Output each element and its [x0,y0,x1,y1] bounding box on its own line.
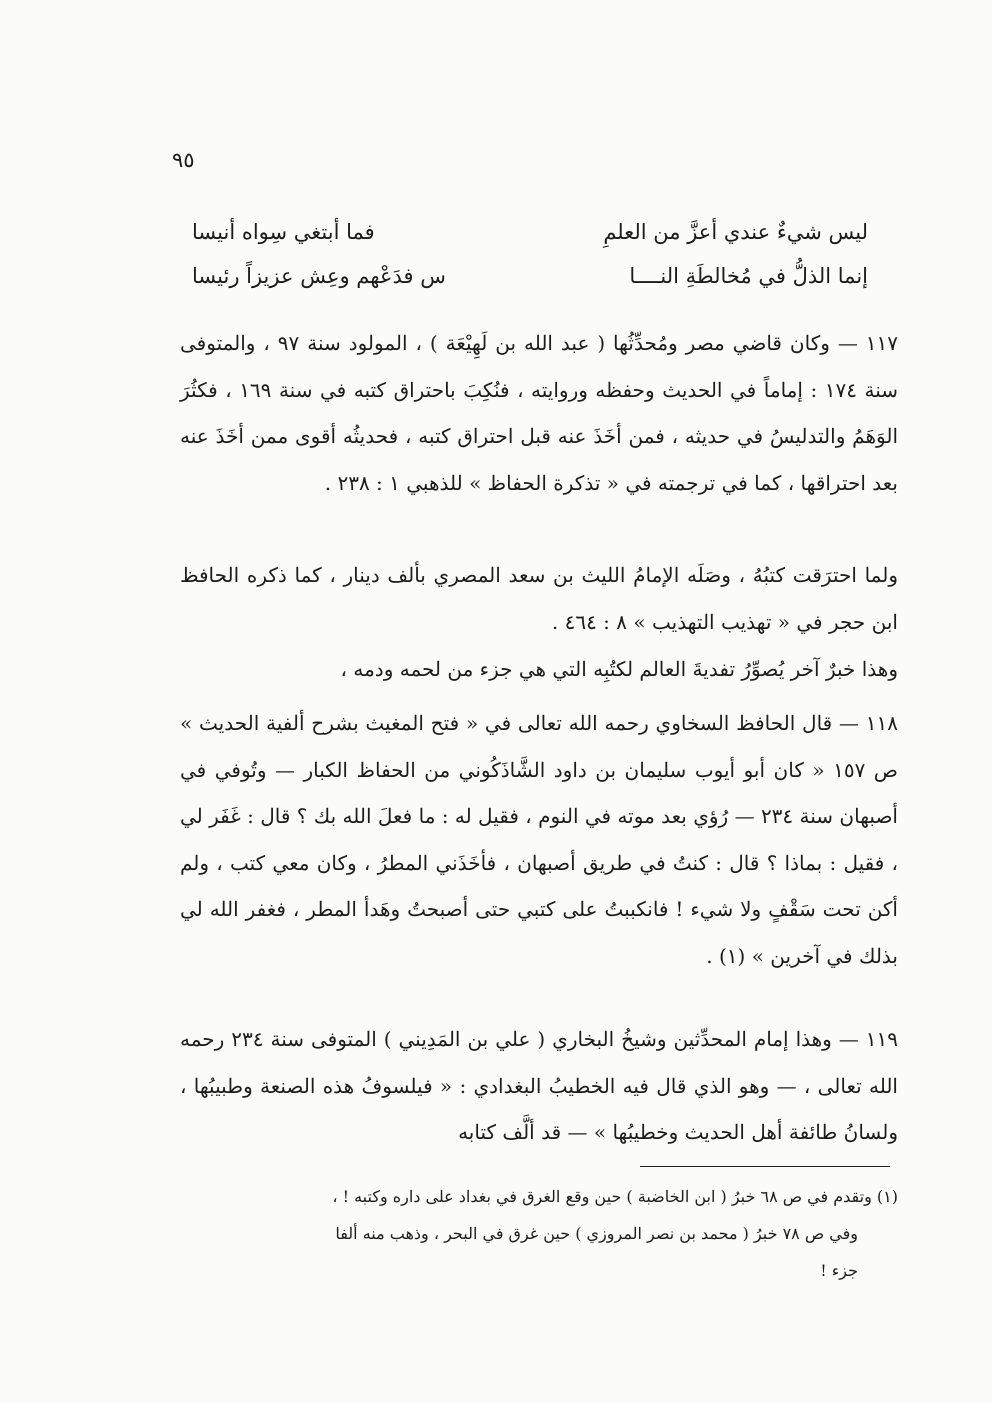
footnote-divider [640,1166,890,1167]
verse-hemistich-second: س فدَعْهم وعِش عزيزاً رئيسا [192,264,446,288]
footnotes [200,1178,898,1289]
verse [192,210,868,254]
paragraph-another-story: وهذا خبرٌ آخر يُصوِّرُ تفديةَ العالم لكتُبِه التي هي جزء من لحمه ودمه ، [340,657,898,681]
page-number: ٩٥ [172,148,195,172]
footnote-line: (١) وتقدم في ص ٦٨ خبرُ ( ابن الخاضبة ) حين وقع الغرق في بغداد على داره وكتبه ! ، [332,1187,898,1206]
footnote-line: جزء ! [820,1261,858,1280]
footnote-line: وفي ص ٧٨ خبرُ ( محمد بن نصر المروزي ) حين غرق في البحر ، وذهب منه ألفا [335,1224,858,1243]
paragraph-117: ١١٧ — وكان قاضي مصر ومُحدِّثُها ( عبد الله بن لَهِيْعَة ) ، المولود سنة ٩٧ ، والمتوفى سنة ١٧٤ : إماماً في الحديث وحفظه وروايته ، فنُكِبَ باحتراق كتبه في سنة ١٦٩ ، فكثُرَ الوَهَمُ والتدليسُ في حديثه ، فمن أخَذَ عنه قبل احتراق كتبه ، فحديثُه أقوى ممن أخَذَ عنه بعد احتراقها ، كما في ترجمته في « تذكرة الحفاظ » للذهبي ١ : ٢٣٨ . [180,331,898,495]
verse-hemistich-first: ليس شيءٌ عندي أعزَّ من العلمِ [603,220,868,244]
verse-hemistich-second: فما أبتغي سِواه أنيسا [192,220,375,244]
verse-hemistich-first: إنما الذلُّ في مُخالطَةِ النــــا [629,264,868,288]
paragraph-119: ١١٩ — وهذا إمام المحدِّثين وشيخُ البخاري ( علي بن المَدِيني ) المتوفى سنة ٢٣٤ رحمه الله تعالى ، — وهو الذي قال فيه الخطيبُ البغدادي : « فيلسوفُ هذه الصنعة وطبيبُها ، ولسانُ طائفة أهل الحديث وخطيبُها » — قد ألَّف كتابه [180,1027,899,1144]
poem [192,210,868,298]
paragraph-118: ١١٨ — قال الحافظ السخاوي رحمه الله تعالى في « فتح المغيث بشرح ألفية الحديث » ص ١٥٧ « كان أبو أيوب سليمان بن داود الشَّاذَكُوني من الحفاظ الكبار — وتُوفي في أصبهان سنة ٢٣٤ — رُؤي بعد موته في النوم ، فقيل له : ما فعلَ الله بك ؟ قال : غَفَر لي ، فقيل : بماذا ؟ قال : كنتُ في طريق أصبهان ، فأخَذَني المطرُ ، وكان معي كتب ، ولم أكن تحت سَقْفٍ ولا شيء ! فانكببتُ على كتبي حتى أصبحتُ وهَدأ المطر ، فغفر الله لي بذلك في آخرين » (١) . [180,711,898,968]
paragraph-layth-gift: ولما احترَقت كتبُهُ ، وصَلَه الإمامُ الليث بن سعد المصري بألف دينار ، كما ذكره الحافظ ابن حجر في « تهذيب التهذيب » ٨ : ٤٦٤ . [180,563,898,634]
verse [192,254,868,298]
